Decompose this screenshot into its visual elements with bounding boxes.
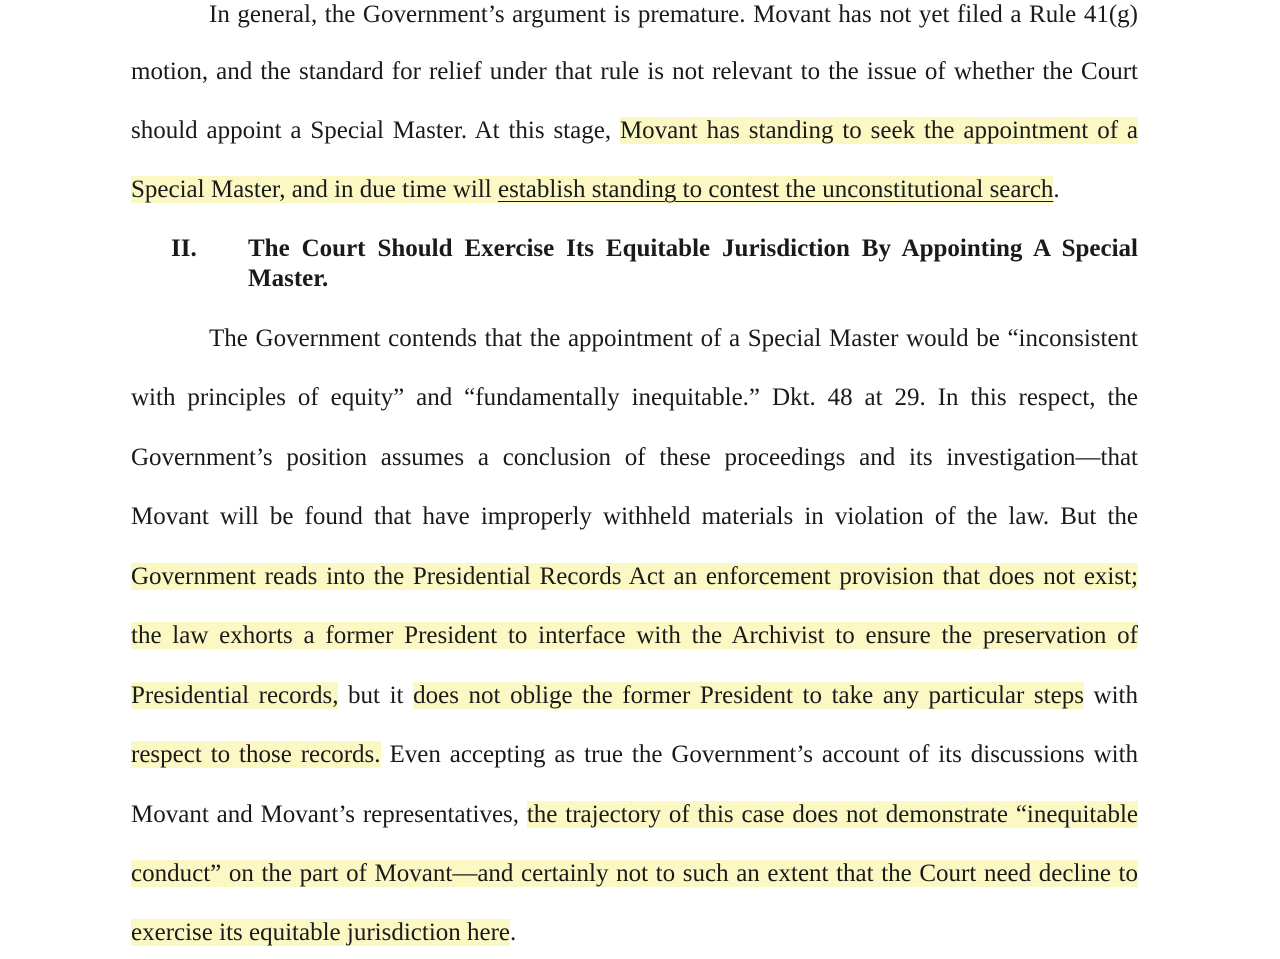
p2-line-8-highlight: respect to those records.: [131, 741, 381, 768]
p2-line-10: [131, 859, 1138, 889]
p2-line-8: [131, 740, 1138, 770]
p2-line-2-text: with principles of equity” and “fundamentally inequitable.” Dkt. 48 at 29. In this respect, the: [131, 384, 1138, 411]
p1-line-3: [131, 116, 1138, 146]
p1-line-1: [209, 0, 1138, 30]
p2-line-3: [131, 443, 1138, 473]
p1-line-4-underline: establish standing to contest the unconstitutional search: [497, 176, 1054, 203]
p2-line-11: [131, 918, 1138, 948]
section-number: II.: [171, 235, 197, 262]
p1-line-2-text: motion, and the standard for relief under that rule is not relevant to the issue of whether the Court: [131, 58, 1138, 85]
p1-line-4: [131, 175, 1138, 205]
p2-line-2: [131, 383, 1138, 413]
p2-line-10-highlight: conduct” on the part of Movant—and certainly not to such an extent that the Court need decline to: [131, 860, 1138, 887]
p2-line-7-highlight-b: does not oblige the former President to take any particular steps: [413, 682, 1084, 709]
p1-line-4-period: .: [1053, 176, 1060, 203]
p1-line-4-highlight: Special Master, and in due time will: [131, 176, 498, 203]
p2-line-9: [131, 800, 1138, 830]
p2-line-7: [131, 681, 1138, 711]
p2-line-1: [209, 324, 1138, 354]
p2-line-1-text: The Government contends that the appointment of a Special Master would be “inconsistent: [209, 325, 1138, 352]
p2-line-8-text: Even accepting as true the Government’s account of its discussions with: [380, 741, 1139, 768]
p2-line-11-period: .: [510, 919, 517, 946]
p2-line-9-highlight: the trajectory of this case does not demonstrate “inequitable: [526, 801, 1138, 828]
p1-line-3-text: should appoint a Special Master. At this stage,: [131, 117, 620, 144]
section-heading-line-2-text: Master.: [248, 265, 329, 292]
p1-line-1-text: In general, the Government’s argument is premature. Movant has not yet filed a Rule 41(g): [209, 1, 1138, 28]
p1-line-3-highlight: Movant has standing to seek the appointment of a: [619, 117, 1138, 144]
p2-line-5: [131, 562, 1138, 592]
section-heading-line-1-text: The Court Should Exercise Its Equitable Jurisdiction By Appointing A Special: [248, 235, 1138, 262]
p2-line-7-text-a: but it: [338, 682, 414, 709]
p2-line-9-text: Movant and Movant’s representatives,: [131, 801, 527, 828]
p2-line-3-text: Government’s position assumes a conclusion of these proceedings and its investigation—that: [131, 444, 1138, 471]
p2-line-7-highlight-a: Presidential records,: [131, 682, 339, 709]
section-heading-line-1: [248, 234, 1138, 264]
p2-line-5-highlight: Government reads into the Presidential Records Act an enforcement provision that does not exist;: [131, 563, 1138, 590]
p2-line-11-highlight: exercise its equitable jurisdiction here: [131, 919, 511, 946]
p2-line-4-text: Movant will be found that have improperly withheld materials in violation of the law. But the: [131, 503, 1138, 530]
section-heading-line-2: [248, 264, 1138, 294]
p2-line-6: [131, 621, 1138, 651]
p2-line-7-text-b: with: [1083, 682, 1138, 709]
p2-line-4: [131, 502, 1138, 532]
p1-line-2: [131, 57, 1138, 87]
p2-line-6-highlight: the law exhorts a former President to interface with the Archivist to ensure the preservation of: [131, 622, 1138, 649]
